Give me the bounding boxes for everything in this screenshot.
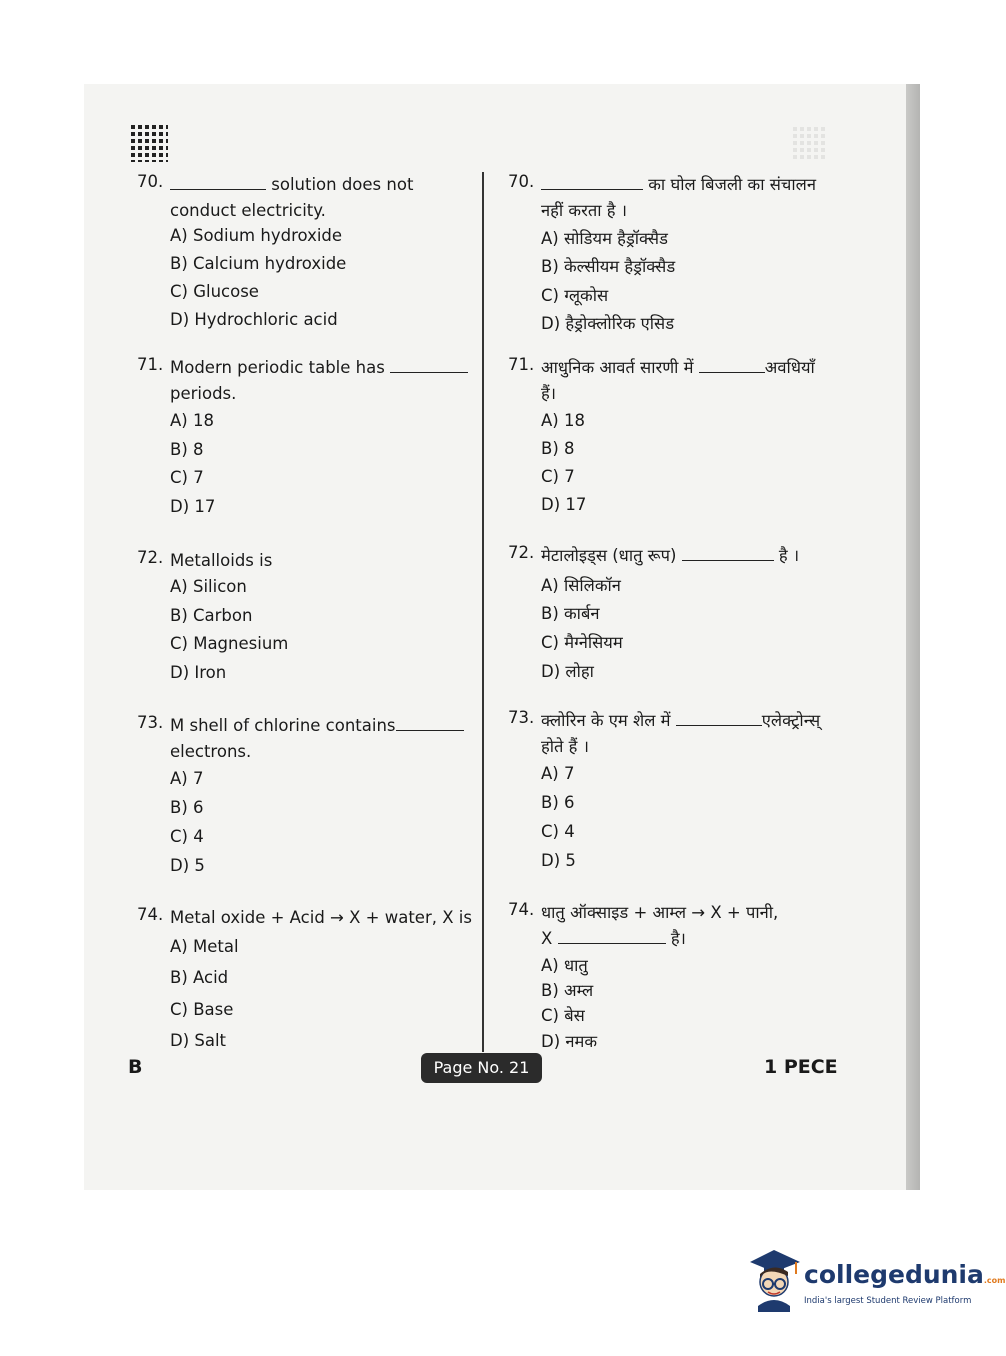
- answer-blank: [699, 358, 765, 373]
- option-d: D) Hydrochloric acid: [170, 310, 338, 329]
- question-text: का घोल बिजली का संचालन: [648, 175, 816, 194]
- page-number-badge: Page No. 21: [421, 1053, 542, 1083]
- question-text: नहीं करता है ।: [541, 201, 628, 220]
- question-text: धातु ऑक्साइड + आम्ल → X + पानी,: [541, 903, 779, 922]
- option-a: A) सोडियम हैड्रॉक्सैड: [541, 229, 668, 248]
- question-text: मेटालोइड्स (धातु रूप): [541, 546, 682, 565]
- question-text: है।: [670, 929, 686, 948]
- option-d: D) 17: [541, 495, 587, 514]
- qr-code-bleed-icon: [790, 124, 828, 162]
- question-text: Modern periodic table has: [170, 358, 391, 377]
- answer-blank: [390, 358, 468, 373]
- option-a: A) Metal: [170, 937, 239, 956]
- question-number: 72.: [508, 543, 535, 562]
- answer-blank: [170, 175, 266, 190]
- question-text: periods.: [170, 384, 237, 403]
- exam-code: 1 PECE: [764, 1056, 838, 1078]
- option-b: B) अम्ल: [541, 981, 594, 1000]
- option-c: C) 7: [541, 467, 575, 486]
- option-b: B) 6: [541, 793, 575, 812]
- collegedunia-logo: [744, 1248, 1006, 1318]
- question-text: conduct electricity.: [170, 201, 326, 220]
- option-c: C) Glucose: [170, 282, 259, 301]
- option-d: D) हैड्रोक्लोरिक एसिड: [541, 314, 675, 333]
- option-c: C) ग्लूकोस: [541, 286, 609, 305]
- question-text: आधुनिक आवर्त सारणी में: [541, 358, 699, 377]
- option-c: C) 4: [170, 827, 204, 846]
- brand-name-text: collegedunia: [804, 1260, 984, 1289]
- question-text: है ।: [778, 546, 800, 565]
- qr-code-icon: [128, 122, 168, 162]
- option-b: B) केल्सीयम हैड्रॉक्सैड: [541, 257, 676, 276]
- option-c: C) 7: [170, 468, 204, 487]
- brand-tagline: India's largest Student Review Platform: [804, 1296, 972, 1306]
- option-b: B) कार्बन: [541, 604, 600, 623]
- question-text: अवधियाँ: [764, 358, 815, 377]
- brand-name: [804, 1260, 1006, 1289]
- option-d: D) 5: [170, 856, 205, 875]
- question-number: 71.: [508, 355, 535, 374]
- option-a: A) Sodium hydroxide: [170, 226, 343, 245]
- question-number: 71.: [137, 355, 164, 374]
- option-a: A) 18: [170, 411, 214, 430]
- option-c: C) मैग्नेसियम: [541, 633, 623, 652]
- option-b: B) Calcium hydroxide: [170, 254, 347, 273]
- option-d: D) नमक: [541, 1032, 598, 1051]
- brand-suffix: .com: [983, 1276, 1006, 1285]
- student-mascot-icon: [744, 1248, 802, 1312]
- question-text: electrons.: [170, 742, 252, 761]
- question-text: M shell of chlorine contains: [170, 716, 396, 735]
- question-text: क्लोरिन के एम शेल में: [541, 711, 676, 730]
- option-d: D) लोहा: [541, 662, 594, 681]
- question-text: एलेक्ट्रोन्स्: [761, 711, 821, 730]
- option-b: B) Acid: [170, 968, 229, 987]
- option-a: A) 7: [170, 769, 204, 788]
- option-a: A) 7: [541, 764, 575, 783]
- page-edge-shadow: [906, 84, 920, 1190]
- question-text: होते हैं ।: [541, 737, 589, 756]
- question-number: 72.: [137, 548, 164, 567]
- option-b: B) 8: [170, 440, 204, 459]
- option-d: D) Iron: [170, 663, 227, 682]
- answer-blank: [558, 929, 666, 944]
- option-a: A) 18: [541, 411, 585, 430]
- option-d: D) Salt: [170, 1031, 227, 1050]
- answer-blank: [676, 711, 762, 726]
- option-c: C) 4: [541, 822, 575, 841]
- option-c: C) Base: [170, 1000, 234, 1019]
- answer-blank: [541, 175, 643, 190]
- option-a: A) सिलिकॉन: [541, 576, 621, 595]
- booklet-series: B: [128, 1056, 143, 1078]
- option-d: D) 5: [541, 851, 576, 870]
- question-number: 74.: [508, 900, 535, 919]
- option-b: B) 6: [170, 798, 204, 817]
- question-text: solution does not: [271, 175, 414, 194]
- question-number: 70.: [137, 172, 164, 191]
- question-number: 73.: [508, 708, 535, 727]
- option-b: B) Carbon: [170, 606, 253, 625]
- answer-blank: [682, 546, 774, 561]
- question-number: 74.: [137, 905, 164, 924]
- question-number: 73.: [137, 713, 164, 732]
- question-number: 70.: [508, 172, 535, 191]
- question-text: हैं।: [541, 384, 557, 403]
- column-divider: [482, 172, 484, 1052]
- question-text: Metalloids is: [170, 551, 273, 570]
- question-text: X: [541, 929, 558, 948]
- option-d: D) 17: [170, 497, 216, 516]
- option-c: C) Magnesium: [170, 634, 289, 653]
- option-a: A) Silicon: [170, 577, 247, 596]
- answer-blank: [396, 716, 464, 731]
- option-a: A) धातु: [541, 956, 588, 975]
- question-text: Metal oxide + Acid → X + water, X is: [170, 908, 472, 927]
- option-b: B) 8: [541, 439, 575, 458]
- option-c: C) बेस: [541, 1006, 585, 1025]
